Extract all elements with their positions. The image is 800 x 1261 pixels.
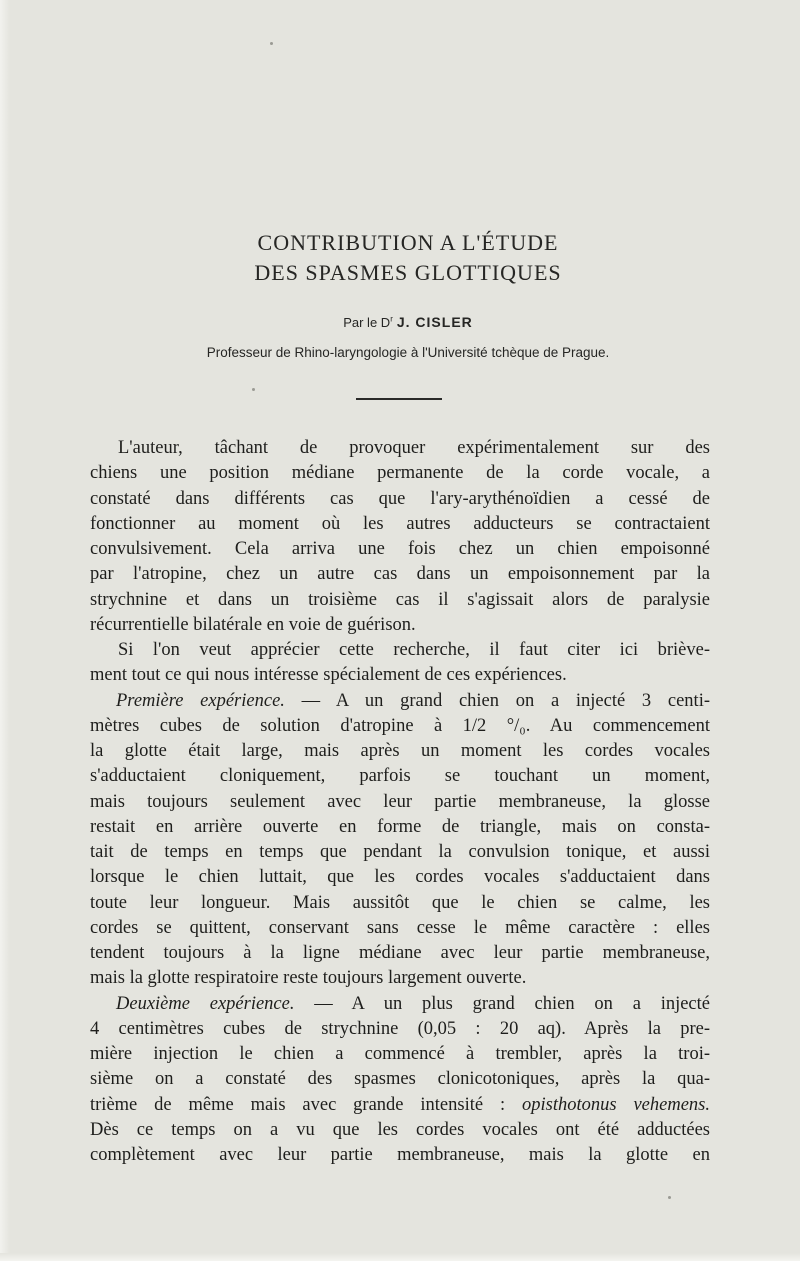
text-line: complètement avec leur partie membraneuse, mais la glotte en [90,1145,710,1165]
text-line: mais la glotte respiratoire reste toujours largement ouverte. [90,968,527,989]
text-line: convulsivement. Cela arriva une fois chez un chien empoisonné [90,539,710,559]
text-line: mière injection le chien a commencé à trembler, après la troi- [90,1044,710,1064]
text-line: récurrentielle bilatérale en voie de guérison. [90,614,416,635]
text-line: fonctionner au moment où les autres adducteurs se contractaient [90,513,710,534]
experiment-label: Deuxième expérience. [116,993,295,1014]
text-line: s'adductaient cloniquement, parfois se touchant un moment, [90,766,710,787]
text-line: la glotte était large, mais après un moment les cordes vocales [90,741,710,761]
author-name: J. CISLER [396,314,473,330]
text-span: trième de même mais avec grande intensité : [90,1094,522,1115]
paragraph-method [90,638,710,689]
page-edge-shadow [0,0,10,1261]
speck [252,388,255,391]
text-line: 4 centimètres cubes de strychnine (0,05 : 20 aq). Après la pre- [90,1018,710,1039]
article-title-line-2: DES SPASMES GLOTTIQUES [254,260,562,285]
byline [0,314,800,330]
text-line: mais toujours seulement avec leur partie membraneuse, la glosse [90,791,710,812]
text-line: Si l'on veut apprécier cette recherche, il faut citer ici briève- [118,640,710,660]
text-span: — A un plus grand chien on a injecté [294,993,710,1014]
text-span: — A un grand chien on a injecté 3 centi- [284,690,710,711]
text-line: Dès ce temps on a vu que les cordes vocales ont été adductées [90,1119,710,1140]
article-title-line-1: CONTRIBUTION A L'ÉTUDE [257,230,559,255]
text-line: toute leur longueur. Mais aussitôt que le chien se calme, les [90,892,710,913]
text-line: constaté dans différents cas que l'ary-arythénoïdien a cessé de [90,488,710,509]
text-line: par l'atropine, chez un autre cas dans un empoisonnement par la [90,564,710,585]
page-bottom-edge [0,1253,800,1261]
article-body [90,436,710,1168]
section-divider [356,398,442,400]
text-line: L'auteur, tâchant de provoquer expérimentalement sur des [118,438,710,458]
text-line: tendent toujours à la ligne médiane avec leur partie membraneuse, [90,943,710,963]
text-line: mètres cubes de solution d'atropine à 1/2 °/₀. Au commencement [90,715,710,736]
text-line: lorsque le chien luttait, que les cordes vocales s'adductaient dans [90,867,710,888]
text-line: sième on a constaté des spasmes clonicotoniques, après la qua- [90,1069,710,1090]
text-line: restait en arrière ouverte en forme de triangle, mais on consta- [90,816,710,837]
byline-superscript: r [390,314,393,324]
byline-prefix: Par le D [343,315,391,330]
text-line [90,1093,710,1118]
emphasis-term: opisthotonus vehemens. [522,1094,710,1115]
author-affiliation: Professeur de Rhino-laryngologie à l'Université tchèque de Prague. [206,345,610,360]
text-line: strychnine et dans un troisième cas il s'agissait alors de paralysie [90,589,710,610]
text-line: chiens une position médiane permanente de la corde vocale, a [90,463,710,484]
text-line: cordes se quittent, conservant sans cesse le même caractère : elles [90,917,710,938]
experiment-label: Première expérience. [116,690,285,711]
text-line: tait de temps en temps que pendant la convulsion tonique, et aussi [90,842,710,862]
paragraph-intro [90,436,710,638]
paragraph-experiment-2 [90,992,710,1169]
text-line: ment tout ce qui nous intéresse spécialement de ces expériences. [90,665,567,686]
paragraph-experiment-1 [90,689,710,992]
speck [270,42,273,45]
text-line [90,992,710,1017]
speck [668,1196,671,1199]
text-line [90,689,710,714]
